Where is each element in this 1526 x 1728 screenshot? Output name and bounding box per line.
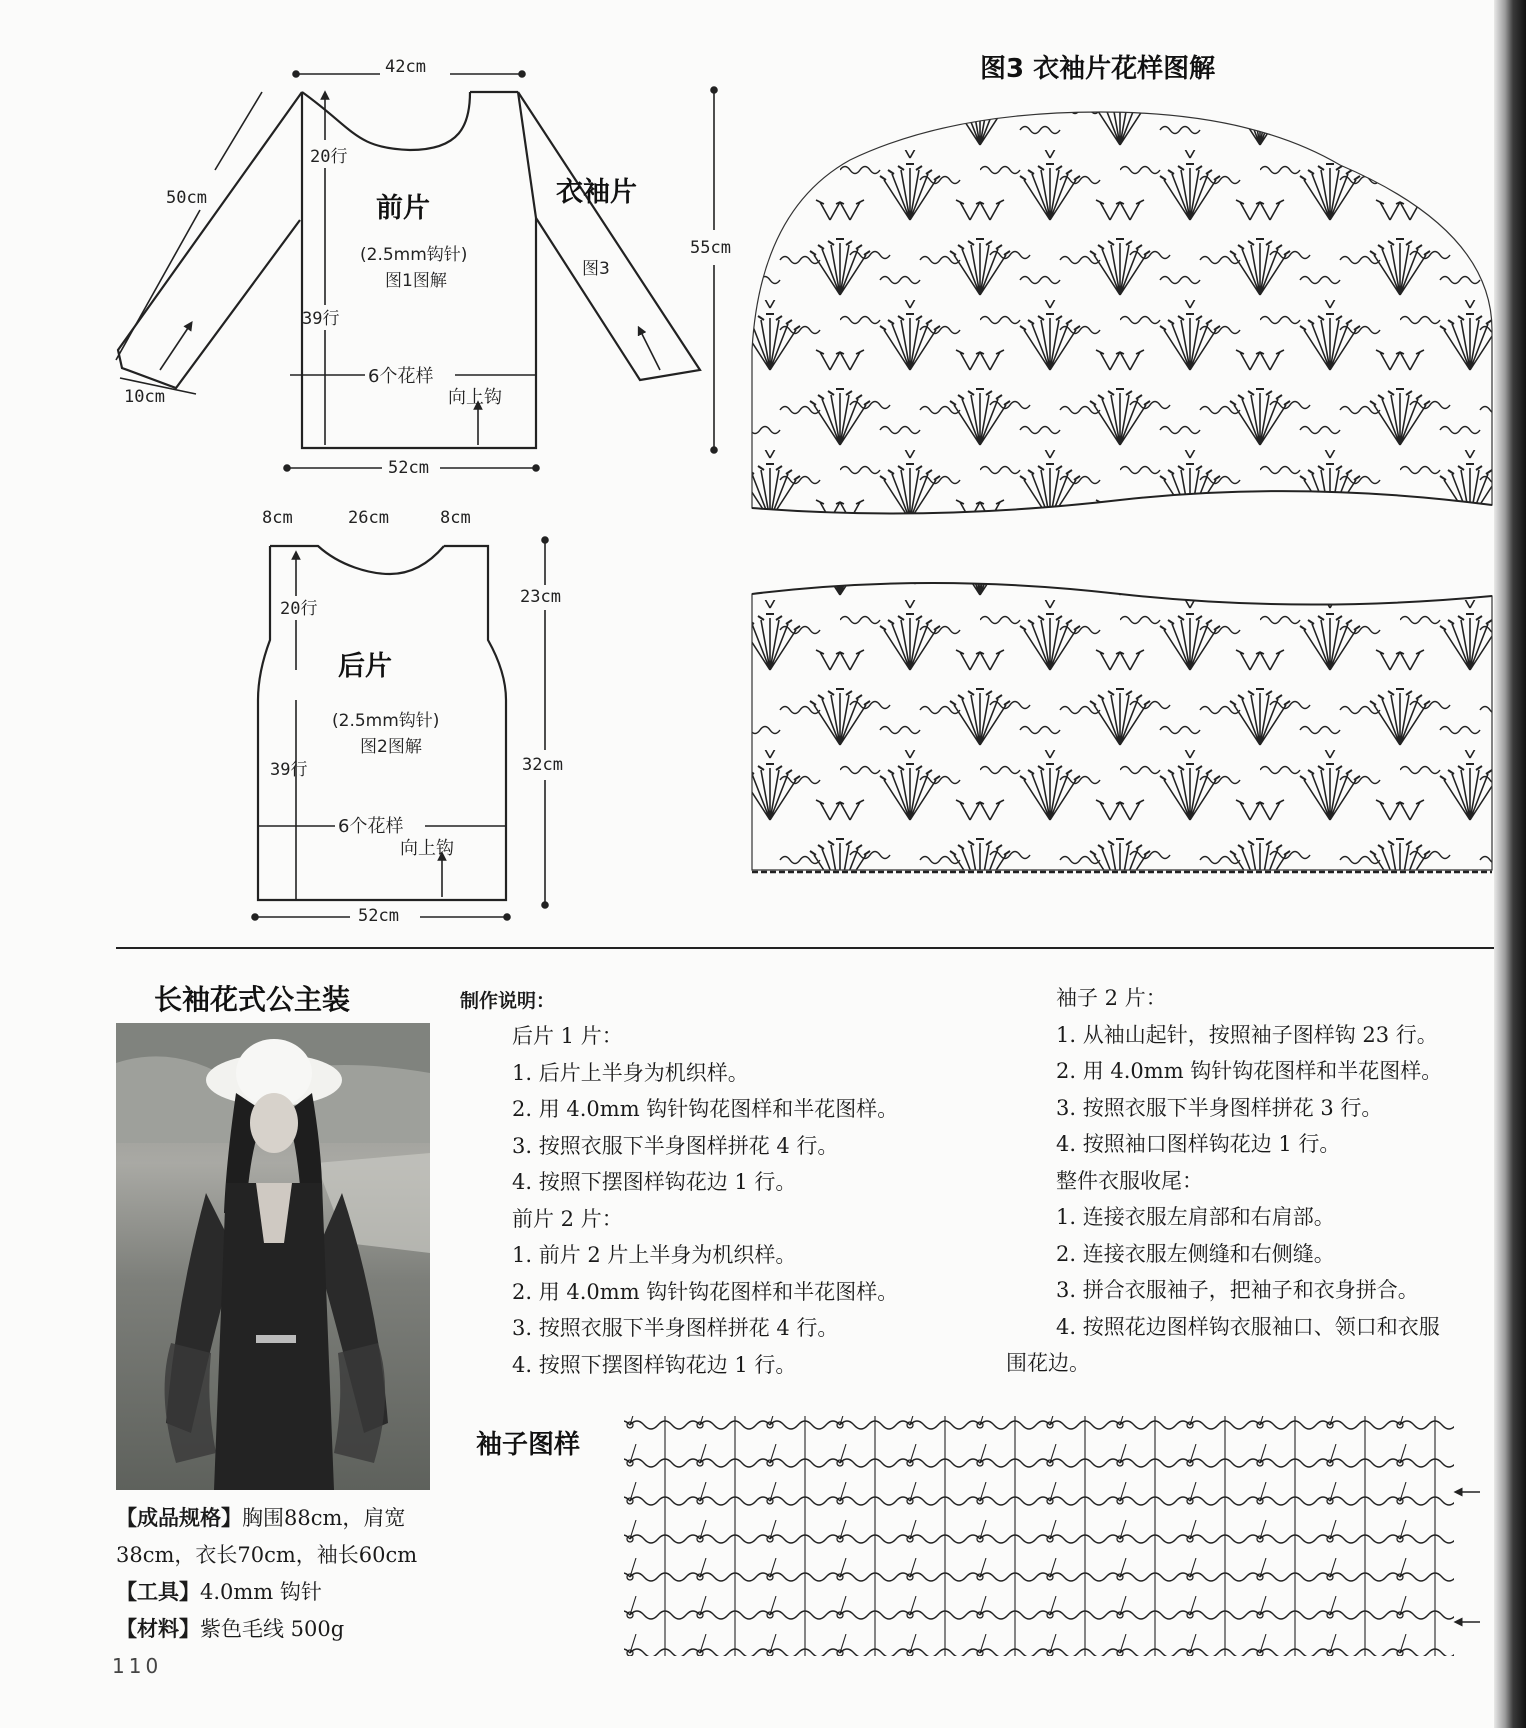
instruction-line: 4. 按照下摆图样钩花边 1 行。 bbox=[512, 1352, 797, 1377]
back-chart-ref: 图2图解 bbox=[360, 737, 422, 757]
back-neck-width: 26cm bbox=[348, 508, 389, 528]
instruction-line: 袖子 2 片： bbox=[1056, 986, 1167, 1010]
front-chart-ref: 图1图解 bbox=[385, 271, 447, 291]
back-title: 后片 bbox=[338, 651, 392, 682]
instruction-line: 4. 按照下摆图样钩花边 1 行。 bbox=[512, 1170, 797, 1194]
instruction-line: 1. 连接衣服左肩部和右肩部。 bbox=[1056, 1205, 1335, 1229]
spec-material-value: 紫色毛线 500g bbox=[200, 1617, 345, 1641]
instruction-line: 4. 按照花边图样钩衣服袖口、领口和衣服 bbox=[1056, 1314, 1440, 1339]
spec-material-label: 【材料】 bbox=[116, 1617, 200, 1641]
instruction-line: 3. 按照衣服下半身图样拼花 4 行。 bbox=[512, 1316, 839, 1340]
instructions-col2 bbox=[1006, 980, 1443, 1382]
instruction-line: 3. 按照衣服下半身图样拼花 4 行。 bbox=[512, 1133, 839, 1158]
instruction-line: 2. 连接衣服左侧缝和右侧缝。 bbox=[1056, 1241, 1335, 1266]
spec-tool-label: 【工具】 bbox=[116, 1580, 200, 1604]
book-spine-shadow bbox=[1494, 0, 1526, 1728]
front-rows-upper: 20行 bbox=[310, 147, 348, 167]
instruction-line: 1. 从袖山起针，按照袖子图样钩 23 行。 bbox=[1056, 1022, 1438, 1047]
front-hook-note: (2.5mm钩针) bbox=[360, 245, 468, 265]
sleeve-mesh-chart bbox=[624, 1416, 1480, 1656]
instruction-line: 3. 按照衣服下半身图样拼花 3 行。 bbox=[1056, 1095, 1383, 1120]
specs-block bbox=[116, 1500, 446, 1648]
instruction-line: 2. 用 4.0mm 钩针钩花图样和半花图样。 bbox=[1056, 1059, 1443, 1083]
sleeve-title: 衣袖片 bbox=[556, 177, 637, 208]
sleeve-height: 55cm bbox=[690, 238, 731, 258]
page-number: 110 bbox=[112, 1654, 163, 1678]
sleeve-chart-ref: 图3 bbox=[582, 259, 610, 279]
back-rows-lower: 39行 bbox=[270, 760, 308, 780]
instruction-line: 1. 后片上半身为机织样。 bbox=[512, 1060, 749, 1085]
back-width-bottom: 52cm bbox=[358, 906, 399, 926]
instruction-line: 围花边。 bbox=[1006, 1351, 1090, 1375]
instruction-line: 4. 按照袖口图样钩花边 1 行。 bbox=[1056, 1132, 1341, 1156]
spec-tool-value: 4.0mm 钩针 bbox=[200, 1580, 322, 1604]
instruction-line: 后片 1 片： bbox=[512, 1024, 623, 1048]
back-height-lower: 32cm bbox=[522, 755, 563, 775]
spec-size-label: 【成品规格】 bbox=[116, 1506, 242, 1530]
model-photo bbox=[116, 1023, 430, 1490]
instructions-heading: 制作说明： bbox=[460, 990, 556, 1012]
front-direction: 向上钩 bbox=[448, 387, 502, 408]
back-shoulder-right: 8cm bbox=[440, 508, 471, 528]
sleeve-length: 50cm bbox=[166, 188, 207, 208]
front-pattern-count: 6个花样 bbox=[368, 366, 434, 387]
sleeve-cuff: 10cm bbox=[124, 387, 165, 407]
instructions-col1 bbox=[512, 1018, 898, 1383]
back-rows-upper: 20行 bbox=[280, 599, 318, 619]
front-width-top: 42cm bbox=[385, 57, 426, 77]
instruction-line: 前片 2 片： bbox=[512, 1206, 623, 1231]
front-width-bottom: 52cm bbox=[388, 458, 429, 478]
spec-size-line1: 胸围88cm，肩宽 bbox=[242, 1506, 406, 1530]
back-pattern-count: 6个花样 bbox=[338, 816, 404, 837]
spec-size-line2: 38cm，衣长70cm，袖长60cm bbox=[116, 1543, 418, 1567]
lace-chart-bottom bbox=[752, 583, 1492, 872]
fig3-title: 图3 衣袖片花样图解 bbox=[980, 54, 1216, 84]
back-height-upper: 23cm bbox=[520, 587, 561, 607]
back-hook-note: (2.5mm钩针) bbox=[332, 711, 440, 731]
back-shoulder-left: 8cm bbox=[262, 508, 293, 528]
front-title: 前片 bbox=[376, 193, 430, 224]
instruction-line: 2. 用 4.0mm 钩针钩花图样和半花图样。 bbox=[512, 1279, 899, 1304]
instruction-line: 3. 拼合衣服袖子，把袖子和衣身拼合。 bbox=[1056, 1278, 1419, 1302]
sleeve-chart-title: 袖子图样 bbox=[476, 1430, 581, 1460]
instruction-line: 2. 用 4.0mm 钩针钩花图样和半花图样。 bbox=[512, 1097, 899, 1121]
front-rows-lower: 39行 bbox=[302, 309, 340, 329]
product-title: 长袖花式公主装 bbox=[154, 983, 351, 1016]
instruction-line: 整件衣服收尾： bbox=[1056, 1168, 1203, 1193]
instruction-line: 1. 前片 2 片上半身为机织样。 bbox=[512, 1243, 797, 1267]
model-photo-art bbox=[116, 1023, 430, 1490]
lace-chart-top bbox=[752, 112, 1492, 513]
back-direction: 向上钩 bbox=[400, 838, 454, 859]
